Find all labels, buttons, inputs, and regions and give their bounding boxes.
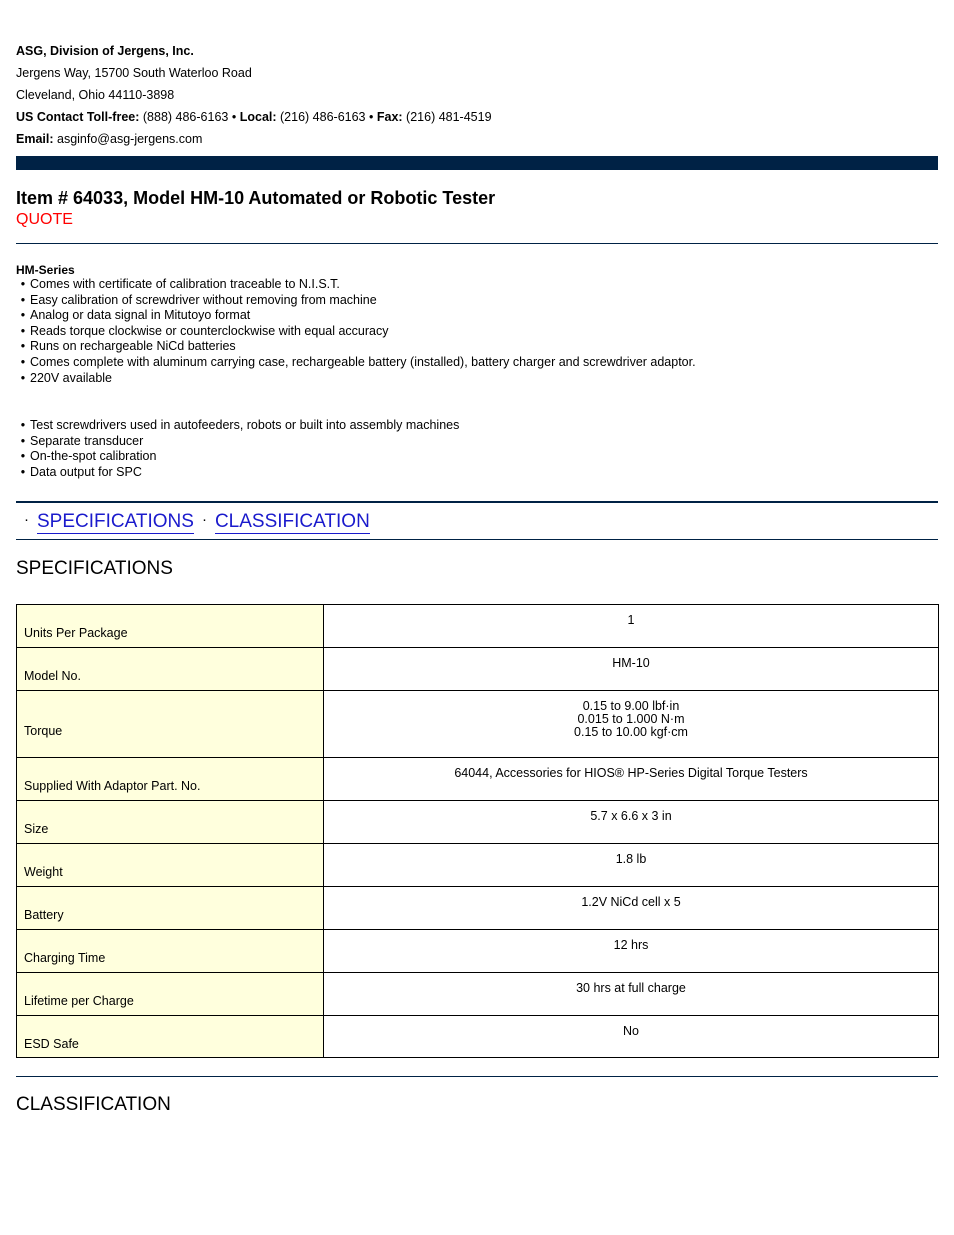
spec-value-cell xyxy=(324,973,939,1016)
spec-label-cell xyxy=(17,801,324,844)
list-item xyxy=(16,277,696,293)
spec-label: Model No. xyxy=(24,669,81,683)
list-item-text: Comes with certificate of calibration traceable to N.I.S.T. xyxy=(30,277,340,291)
list-item-text: Easy calibration of screwdriver without removing from machine xyxy=(30,292,377,307)
spec-label-cell xyxy=(17,648,324,691)
spec-value-cell xyxy=(324,801,939,844)
bullet-glyph: • xyxy=(20,354,26,369)
specifications-heading: SPECIFICATIONS xyxy=(16,558,173,579)
list-item xyxy=(16,293,696,309)
nav-top-rule xyxy=(16,501,938,503)
spec-label: Torque xyxy=(24,724,63,738)
company-address-line1: Jergens Way, 15700 South Waterloo Road xyxy=(16,66,252,80)
list-item-text: Comes complete with aluminum carrying case, rechargeable battery (installed), battery charger and screwdriver adaptor. xyxy=(30,354,696,369)
feature-list xyxy=(16,277,696,386)
company-phones xyxy=(16,106,492,128)
bullet-glyph: • xyxy=(20,370,26,385)
fax-label: Fax: xyxy=(376,110,403,124)
specifications-table xyxy=(16,604,939,1058)
fax-number: (216) 481-4519 xyxy=(406,110,492,124)
table-row xyxy=(17,887,939,930)
spec-label-cell xyxy=(17,973,324,1016)
list-item xyxy=(16,339,696,355)
nav-separator: · xyxy=(201,511,207,528)
spec-value-cell xyxy=(324,844,939,887)
classification-heading: CLASSIFICATION xyxy=(16,1094,171,1115)
spec-value-cell xyxy=(324,648,939,691)
list-item-text: Test screwdrivers used in autofeeders, robots or built into assembly machines xyxy=(30,418,460,432)
spec-value-cell xyxy=(324,1016,939,1058)
spec-label: Supplied With Adaptor Part. No. xyxy=(24,779,201,793)
spec-value-cell xyxy=(324,758,939,801)
list-item xyxy=(16,465,459,481)
bullet-glyph: • xyxy=(20,323,26,338)
spec-label: Weight xyxy=(24,865,63,879)
quote-label: QUOTE xyxy=(16,211,73,228)
spec-value: 1 xyxy=(627,613,635,627)
list-item xyxy=(16,418,459,434)
bullet-glyph: • xyxy=(20,418,26,432)
list-item-text: Data output for SPC xyxy=(30,464,142,479)
nav-link-specifications[interactable]: SPECIFICATIONS xyxy=(37,511,194,532)
spec-value: 12 hrs xyxy=(613,938,649,952)
list-item xyxy=(16,308,696,324)
tollfree-label: US Contact Toll-free: xyxy=(16,110,140,124)
spec-value: 0.15 to 10.00 kgf·cm xyxy=(574,725,688,739)
table-row xyxy=(17,930,939,973)
bullet-glyph: • xyxy=(20,277,26,291)
spec-value: 1.2V NiCd cell x 5 xyxy=(581,895,681,909)
spec-value-cell xyxy=(324,605,939,648)
list-item-text: Runs on rechargeable NiCd batteries xyxy=(30,339,236,354)
list-item-text: Analog or data signal in Mitutoyo format xyxy=(30,308,251,323)
nav-bottom-rule xyxy=(16,539,938,540)
spec-label: ESD Safe xyxy=(24,1036,79,1051)
spec-value-cell xyxy=(324,887,939,930)
spec-value: 1.8 lb xyxy=(615,852,647,866)
spec-label-cell xyxy=(17,605,324,648)
bullet-glyph: • xyxy=(20,292,26,307)
divider xyxy=(16,243,938,244)
list-item-text: 220V available xyxy=(30,370,113,385)
spec-label: Units Per Package xyxy=(24,626,128,640)
list-item xyxy=(16,449,459,465)
bullet-glyph: • xyxy=(20,308,26,323)
table-row xyxy=(17,973,939,1016)
spec-label-cell xyxy=(17,1016,324,1058)
spec-value: HM-10 xyxy=(612,656,650,670)
phone-separator: • xyxy=(231,110,237,124)
nav-link-classification[interactable]: CLASSIFICATION xyxy=(214,511,370,532)
spec-label-cell xyxy=(17,691,324,758)
table-row xyxy=(17,691,939,758)
spec-label-cell xyxy=(17,758,324,801)
table-row xyxy=(17,758,939,801)
local-label: Local: xyxy=(239,110,277,124)
spec-value: 0.15 to 9.00 lbf·in xyxy=(582,699,680,713)
tollfree-number: (888) 486-6163 xyxy=(142,110,229,124)
table-row xyxy=(17,844,939,887)
feature-list xyxy=(16,418,459,480)
list-item-text: On-the-spot calibration xyxy=(30,449,157,464)
table-row xyxy=(17,1016,939,1058)
list-item xyxy=(16,434,459,450)
bullet-glyph: • xyxy=(20,433,26,448)
phone-separator: • xyxy=(368,110,374,124)
spec-value: 5.7 x 6.6 x 3 in xyxy=(590,809,672,823)
table-row xyxy=(17,648,939,691)
email-address: asginfo@asg-jergens.com xyxy=(57,132,203,146)
bullet-glyph: • xyxy=(20,464,26,479)
bullet-glyph: • xyxy=(20,449,26,464)
list-item-text: Separate transducer xyxy=(30,433,144,448)
spec-value: 64044, Accessories for HIOS® HP-Series Digital Torque Testers xyxy=(454,766,808,780)
nav-separator: · xyxy=(24,511,29,528)
email-label: Email: xyxy=(16,132,54,146)
spec-label: Lifetime per Charge xyxy=(24,994,134,1008)
table-row xyxy=(17,801,939,844)
list-item-text: Reads torque clockwise or counterclockwise with equal accuracy xyxy=(30,323,389,338)
company-email xyxy=(16,128,492,150)
spec-value: No xyxy=(623,1024,639,1038)
series-name: HM-Series xyxy=(16,263,75,277)
company-info xyxy=(16,40,492,150)
spec-value-cell xyxy=(324,691,939,758)
spec-label-cell xyxy=(17,930,324,973)
spec-value: 0.015 to 1.000 N·m xyxy=(577,712,685,726)
list-item xyxy=(16,324,696,340)
spec-value-cell xyxy=(324,930,939,973)
list-item xyxy=(16,371,696,387)
spec-label: Battery xyxy=(24,908,64,922)
spec-label: Charging Time xyxy=(24,951,106,965)
spec-value: 30 hrs at full charge xyxy=(576,981,686,995)
brand-bar xyxy=(16,156,938,170)
item-title: Item # 64033, Model HM-10 Automated or Robotic Tester xyxy=(16,188,496,208)
company-name: ASG, Division of Jergens, Inc. xyxy=(16,44,194,58)
list-item xyxy=(16,355,696,371)
spec-label-cell xyxy=(17,887,324,930)
table-row xyxy=(17,605,939,648)
section-nav xyxy=(16,511,370,533)
divider xyxy=(16,1076,938,1077)
spec-label: Size xyxy=(24,822,49,836)
spec-label-cell xyxy=(17,844,324,887)
local-number: (216) 486-6163 xyxy=(280,110,366,124)
bullet-glyph: • xyxy=(20,339,26,354)
company-address-line2: Cleveland, Ohio 44110-3898 xyxy=(16,88,175,102)
